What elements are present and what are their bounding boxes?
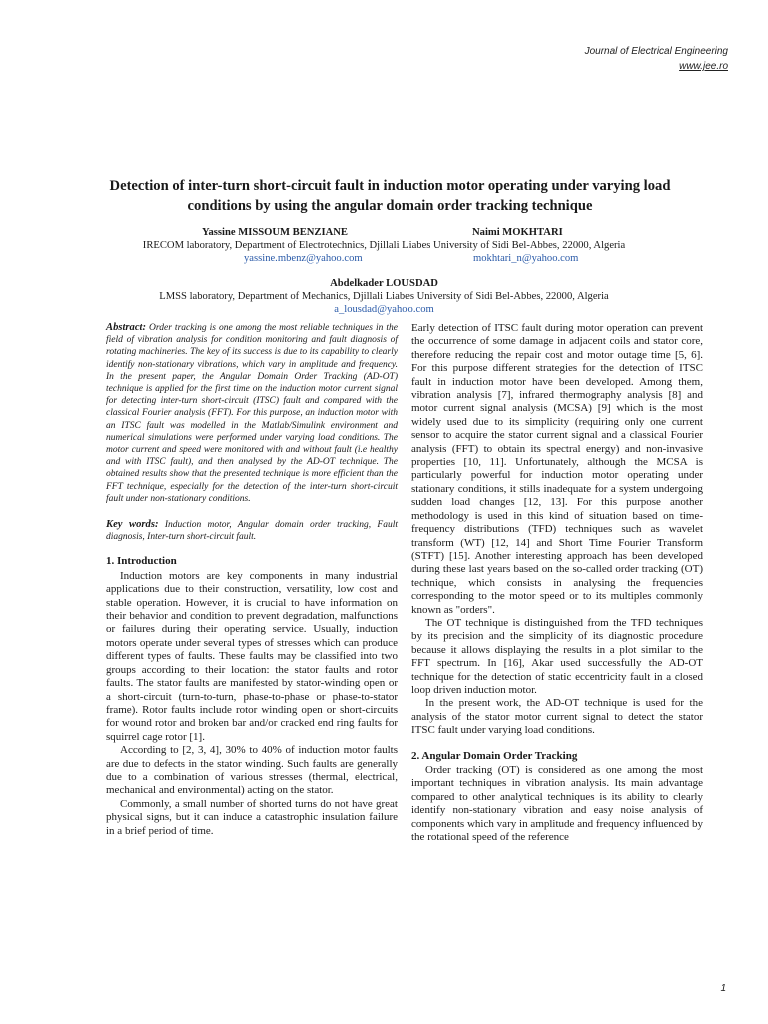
abstract-text: Order tracking is one among the most reliable techniques in the field of vibration analysis for condition monitoring and fault diagnosis of rotating machineries. The key of its success is due to its capability to clearly identify non-stationary vibrations, which vary in amplitude and frequency. In the present paper, the Angular Domain Order Tracking (AD-OT) technique is applied for the first time on the induction motor current signal for detecting inter-turn short-circuit (ITSC) fault and compared with the classical Fourier analysis (FFT). For this purpose, an induction motor with an ITSC fault was modelled in the Matlab/Simulink environment and numerical simulations were performed under varying load conditions. The motor current and speed were monitored with and without fault (i.e healthy and with ITSC fault), and then analysed by the AD-OT technique. The obtained results show that the presented technique is more efficient than the FFT technique, especially for the detection of the inter-turn short-circuit fault under non-stationary conditions. — [106, 323, 398, 504]
author-block — [0, 226, 768, 316]
journal-name: Journal of Electrical Engineering — [584, 46, 728, 57]
intro-paragraph-1: Induction motors are key components in many industrial applications due to their construction, versatility, low cost and stable operation. However, it is crucial to have information on their behavior and condition to prevent degradation, malfunctions or failures during their operating service. Usually, induction motors operate under several types of stresses which can produce different types of faults. These faults may be classified into two groups according to their location: the stator faults and rotor faults. The stator faults are manifested by stator-winding open or a short-circuit (turn-to-turn, phase-to-phase or phase-to-stator frame). Rotor faults include rotor winding open or short-circuits for wound rotor and broken bar and/or cracked end ring faults for squirrel cage rotor [1]. — [106, 569, 398, 743]
affiliation-1: IRECOM laboratory, Department of Electrotechnics, Djillali Liabes University of Sidi Bel-Abbes, 22000, Algeria — [142, 240, 626, 251]
right-column — [411, 322, 703, 844]
keywords-label: Key words: — [106, 519, 159, 531]
email-3[interactable]: a_lousdad@yahoo.com — [334, 304, 434, 315]
right-paragraph-2: The OT technique is distinguished from the TFD techniques by its precision and the simplicity of its diagnostic procedure because it allows displaying the results in a plot similar to the FFT spectrum. In [16], Akar used successfully the AD-OT technique for the detection of static eccentricity fault in a closed loop driven induction motor. — [411, 616, 703, 696]
section-2-paragraph-1: Order tracking (OT) is considered as one among the most important techniques in vibration analysis. Its main advantage compared to other analytical techniques is its ability to clearly identify non-stationary vibration and easy noise analysis of components which vary in amplitude and frequency influenced by the rotational speed of the reference — [411, 764, 703, 844]
section-1-heading: 1. Introduction — [106, 555, 177, 568]
section-2-heading: 2. Angular Domain Order Tracking — [411, 749, 578, 762]
abstract-label: Abstract: — [106, 322, 147, 333]
paper-title: Detection of inter-turn short-circuit fault in induction motor operating under varying load conditions by using the angular domain order tracking technique — [109, 178, 671, 214]
email-1[interactable]: yassine.mbenz@yahoo.com — [244, 253, 363, 264]
author-2: Naimi MOKHTARI — [472, 227, 563, 238]
journal-header — [585, 44, 728, 74]
author-3: Abdelkader LOUSDAD — [330, 278, 438, 289]
journal-url[interactable]: www.jee.ro — [679, 61, 728, 72]
email-2[interactable]: mokhtari_n@yahoo.com — [473, 253, 579, 264]
intro-paragraph-3: Commonly, a small number of shorted turns do not have great physical signs, but it can induce a catastrophic insulation failure in a brief period of time. — [106, 797, 398, 837]
author-names-row — [0, 226, 768, 239]
right-paragraph-1: Early detection of ITSC fault during motor operation can prevent the occurrence of some damage in adjacent coils and stator core, therefore reducing the repair cost and motor outage time [5, 6]. For this purpose different strategies for the detection of ITSC fault in induction motor have been developed. Among them, vibration analysis [7], infrared thermography analysis [8] and motor current signal analysis (MCSA) [9] which is the most widely used due to its simplicity (requiring only one current sensor to acquire the stator current signal and a classical Fourier analysis (FFT) to obtain its spectral energy) and non-invasive properties [10, 11]. Unfortunately, although the MCSA is particularly powerful for induction motor operating under stationary conditions, it stills inadequate for a system undergoing sudden load changes [12, 13]. For this purpose another methodology is used in this kind of situation based on time-frequency distributions (TFD) techniques such as wavelet transform (WT) [12, 14] and Short Time Fourier Transform (STFT) [15]. Another interesting approach has been developed during these last years based on the so-called order tracking (OT) technique, which consists in analysing the frequencies corresponding to the motor speed or to its multiples commonly known as "orders". — [411, 322, 703, 616]
affiliation-2: LMSS laboratory, Department of Mechanics, Djillali Liabes University of Sidi Bel-Abbes, 22000, Algeria — [159, 291, 609, 302]
abstract — [106, 322, 398, 505]
page-number: 1 — [720, 983, 726, 994]
intro-paragraph-2: According to [2, 3, 4], 30% to 40% of induction motor faults are due to defects in the stator winding. Such faults are generally due to a combination of various stresses (thermal, electrical, mechanical and environmental) acting on the stator. — [106, 744, 398, 797]
keywords — [106, 519, 398, 543]
emails-row — [0, 252, 768, 265]
right-paragraph-3: In the present work, the AD-OT technique is used for the analysis of the stator motor current signal to detect the stator ITSC fault under varying load conditions. — [411, 697, 703, 737]
keywords-text: Induction motor, Angular domain order tracking, Fault diagnosis, Inter-turn short-circuit fault. — [106, 520, 398, 543]
left-column — [106, 322, 398, 838]
author-1: Yassine MISSOUM BENZIANE — [202, 227, 348, 238]
